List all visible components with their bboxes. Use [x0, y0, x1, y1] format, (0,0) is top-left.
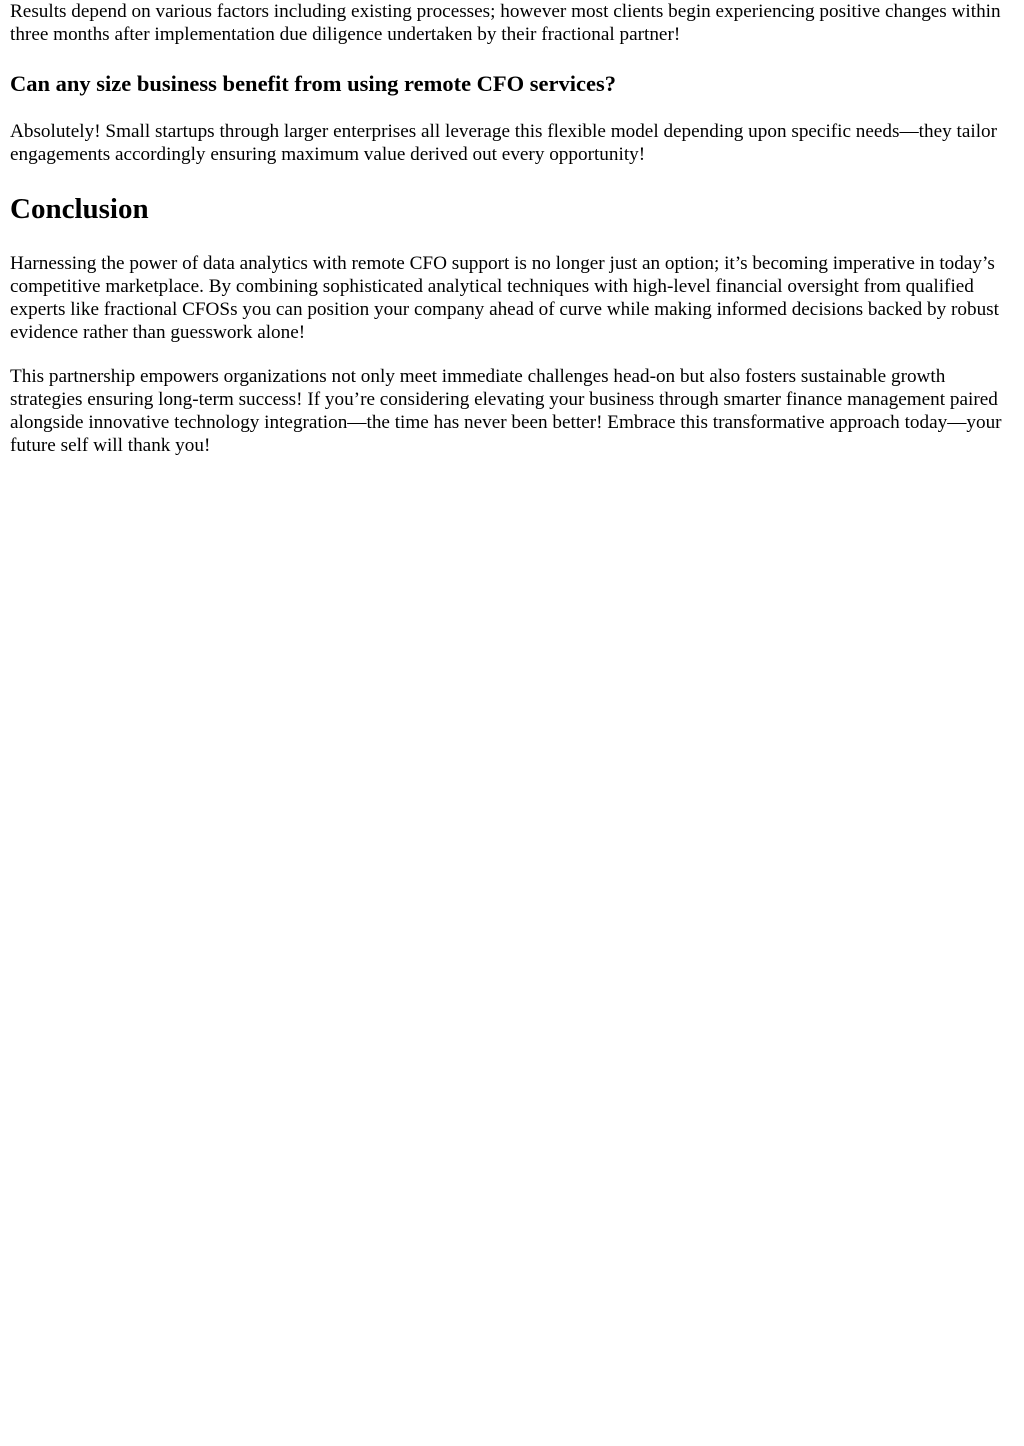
conclusion-paragraph-1: Harnessing the power of data analytics with remote CFO support is no longer just an option; it’s becoming imperative in today’s competitive marketplace. By combining sophisticated analytical techniques with high-level financial oversight from qualified experts like fractional CFOSs you can position your company ahead of curve while making informed decisions backed by robust evidence rather than guesswork alone!: [10, 253, 999, 343]
conclusion-heading: Conclusion: [10, 193, 149, 225]
faq-answer-previous: Results depend on various factors including existing processes; however most clients begin experiencing positive changes within three months after implementation due diligence undertaken by their fractional partner!: [10, 1, 1001, 45]
article-body: [0, 0, 1024, 457]
faq-answer: Absolutely! Small startups through larger enterprises all leverage this flexible model depending upon specific needs—they tailor engagements accordingly ensuring maximum value derived out every opportunity!: [10, 121, 998, 165]
faq-question: Can any size business benefit from using remote CFO services?: [10, 71, 617, 96]
conclusion-paragraph-2: This partnership empowers organizations not only meet immediate challenges head-on but also fosters sustainable growth strategies ensuring long-term success! If you’re considering elevating your business through smarter finance management paired alongside innovative technology integration—the time has never been better! Embrace this transformative approach today—your future self will thank you!: [10, 366, 1002, 456]
